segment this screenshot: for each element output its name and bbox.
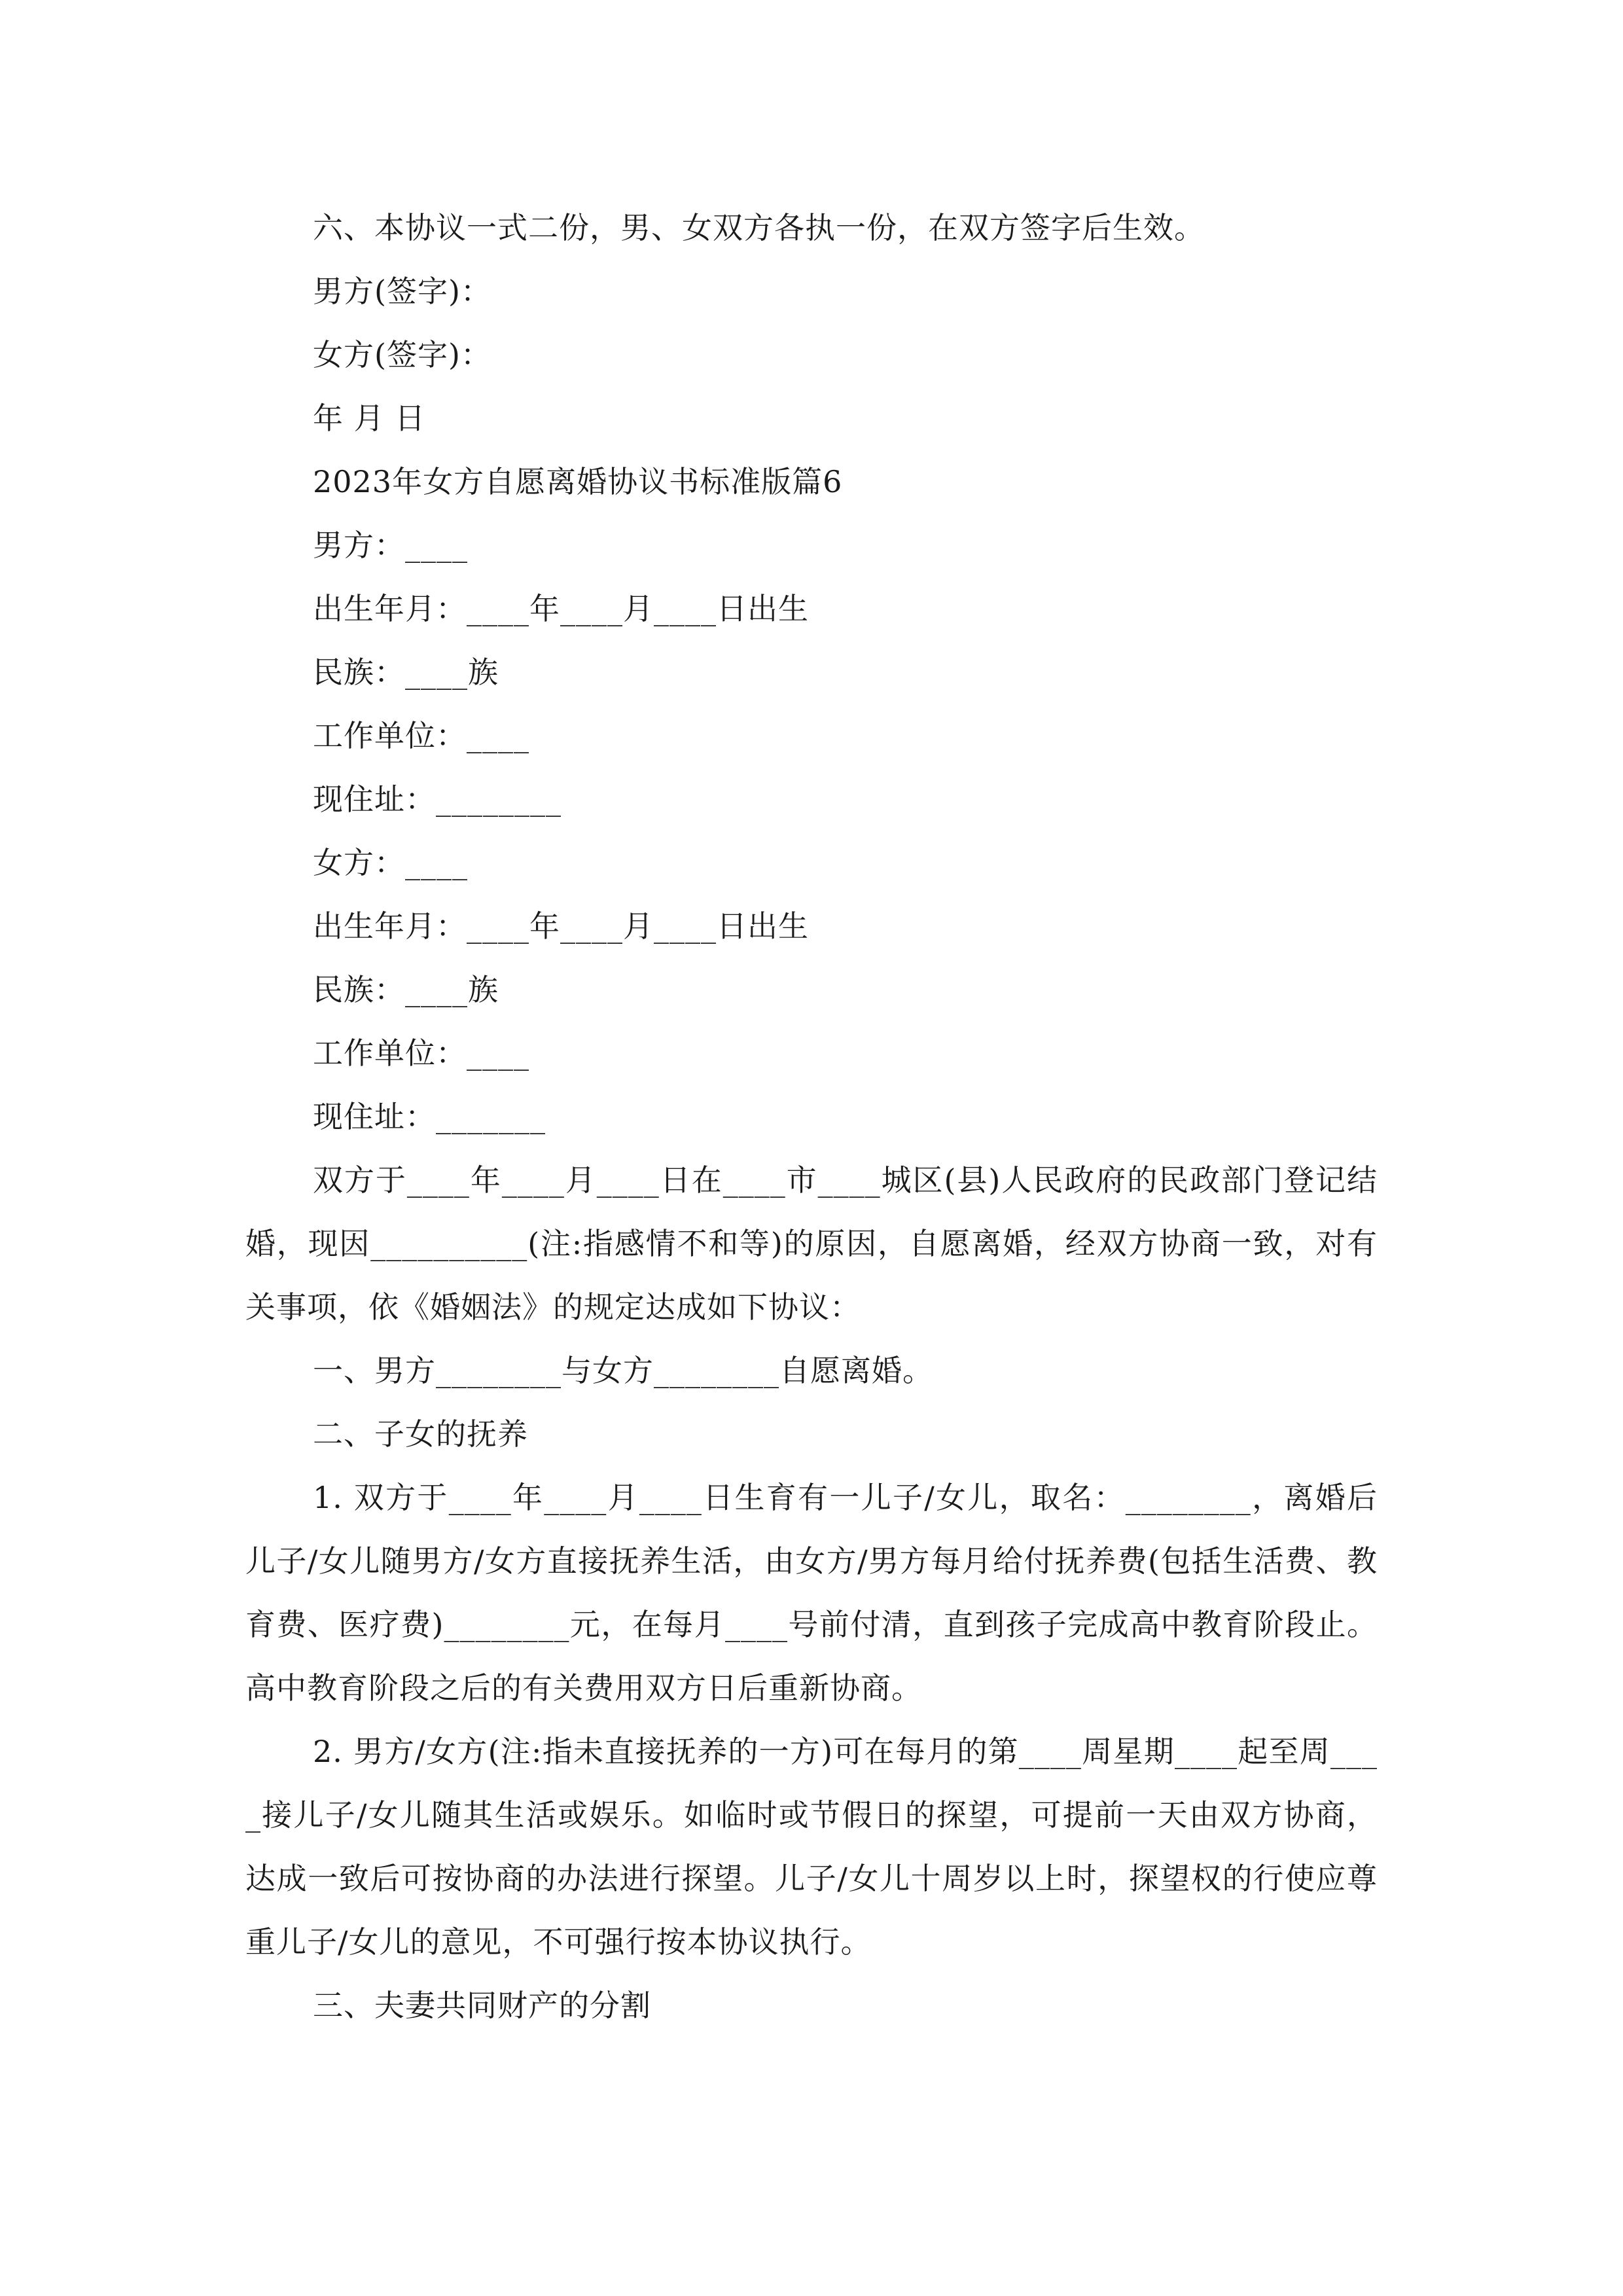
document-body — [245, 196, 1378, 2037]
female-signature-line: 女方(签字)： — [313, 337, 491, 372]
item-three-heading: 三、夫妻共同财产的分割 — [313, 1988, 651, 2023]
female-name-line: 女方：____ — [313, 845, 468, 880]
visitation-clause: 2. 男方/女方(注:指未直接抚养的一方)可在每月的第____周星期____起至周____接儿子/女儿随其生活或娱乐。如临时或节假日的探望，可提前一天由双方协商，达成一致后可按协商的办法进行探望。儿子/女儿十周岁以上时，探望权的行使应尊重儿子/女儿的意见，不可强行按本协议执行。 — [245, 1734, 1378, 1960]
intro-paragraph: 双方于____年____月____日在____市____城区(县)人民政府的民政部门登记结婚，现因__________(注:指感情不和等)的原因，自愿离婚，经双方协商一致，对有关事项，依《婚姻法》的规定达成如下协议： — [245, 1162, 1378, 1325]
female-workplace-line: 工作单位：____ — [313, 1035, 529, 1071]
item-two-heading: 二、子女的抚养 — [313, 1416, 528, 1452]
date-line: 年 月 日 — [313, 401, 426, 436]
clause-six: 六、本协议一式二份，男、女双方各执一份，在双方签字后生效。 — [313, 210, 1205, 245]
male-address-line: 现住址：________ — [313, 781, 562, 817]
female-address-line: 现住址：_______ — [313, 1099, 546, 1134]
male-signature-line: 男方(签字)： — [313, 274, 491, 309]
male-name-line: 男方：____ — [313, 528, 468, 563]
child-support-clause: 1. 双方于____年____月____日生育有一儿子/女儿，取名：________，离婚后儿子/女儿随男方/女方直接抚养生活，由女方/男方每月给付抚养费(包括生活费、教育费、医疗费)________元，在每月____号前付清，直到孩子完成高中教育阶段止。高中教育阶段之后的有关费用双方日后重新协商。 — [245, 1480, 1378, 1706]
female-ethnicity-line: 民族：____族 — [313, 972, 499, 1007]
male-workplace-line: 工作单位：____ — [313, 718, 529, 753]
male-ethnicity-line: 民族：____族 — [313, 655, 499, 690]
female-birth-line: 出生年月：____年____月____日出生 — [313, 908, 809, 944]
male-birth-line: 出生年月：____年____月____日出生 — [313, 591, 809, 626]
section-title: 2023年女方自愿离婚协议书标准版篇6 — [313, 464, 843, 499]
item-one: 一、男方________与女方________自愿离婚。 — [313, 1353, 933, 1388]
